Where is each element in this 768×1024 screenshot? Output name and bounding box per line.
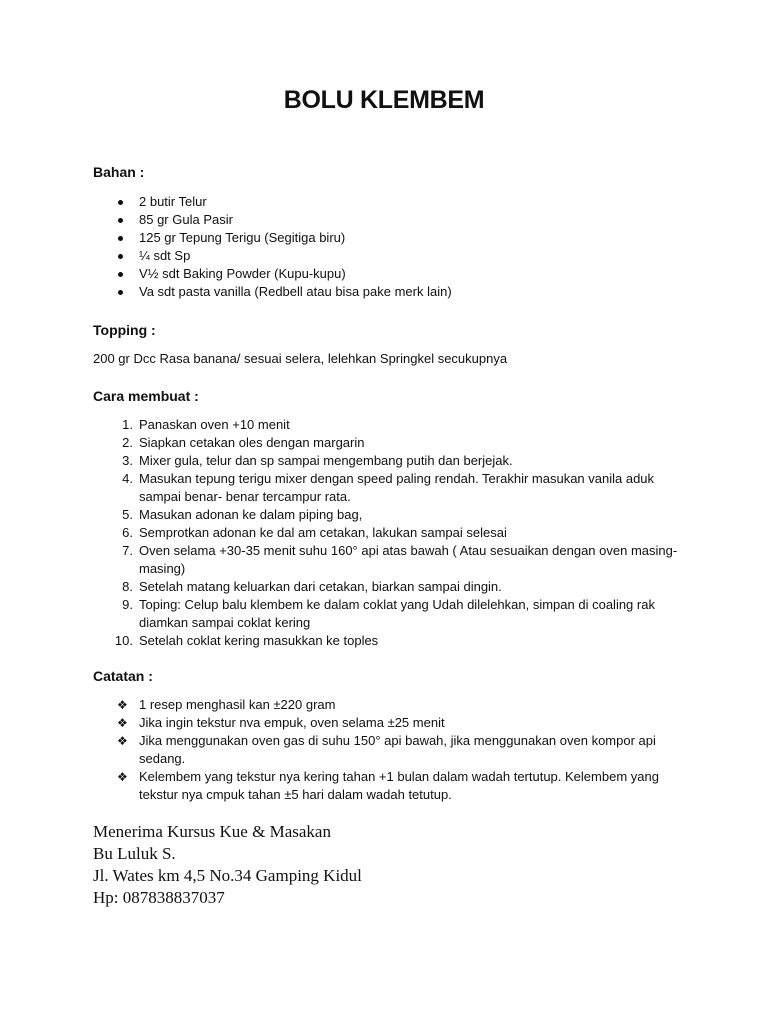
step-item: [93, 542, 693, 578]
step-item: [93, 596, 693, 632]
recipe-title: BOLU KLEMBEM: [283, 86, 485, 114]
step-number: 4.: [122, 471, 133, 486]
contact-footer: [93, 821, 362, 909]
bahan-item: ¼ sdt Sp: [93, 247, 693, 265]
step-number: 2.: [122, 435, 133, 450]
bahan-heading: Bahan :: [93, 164, 145, 180]
step-item: [93, 632, 693, 650]
bahan-item: 85 gr Gula Pasir: [93, 211, 693, 229]
catatan-item: ❖ Jika menggunakan oven gas di suhu 150° api bawah, jika menggunakan oven kompor api sedang.: [93, 732, 693, 768]
steps-list: [93, 416, 693, 650]
step-text: Setelah matang keluarkan dari cetakan, biarkan sampai dingin.: [139, 579, 502, 594]
step-item: [93, 416, 693, 434]
footer-line: Jl. Wates km 4,5 No.34 Gamping Kidul: [93, 866, 362, 885]
step-text: Mixer gula, telur dan sp sampai mengembang putih dan berjejak.: [139, 453, 513, 468]
catatan-list: [93, 696, 693, 804]
step-number: 3.: [122, 453, 133, 468]
step-text: Oven selama +30-35 menit suhu 160° api atas bawah ( Atau sesuaikan dengan oven masing-masing): [139, 543, 678, 576]
step-number: 7.: [122, 543, 133, 558]
topping-heading: Topping :: [93, 322, 156, 338]
step-text: Siapkan cetakan oles dengan margarin: [139, 435, 365, 450]
footer-line: Menerima Kursus Kue & Masakan: [93, 822, 331, 841]
step-item: [93, 470, 693, 506]
topping-text: 200 gr Dcc Rasa banana/ sesuai selera, lelehkan Springkel secukupnya: [93, 351, 508, 366]
step-item: [93, 434, 693, 452]
catatan-heading: Catatan :: [93, 668, 153, 684]
bahan-item: V½ sdt Baking Powder (Kupu-kupu): [93, 265, 693, 283]
step-item: [93, 524, 693, 542]
step-text: Setelah coklat kering masukkan ke toples: [139, 633, 379, 648]
bahan-list: [93, 193, 693, 301]
step-text: Toping: Celup balu klembem ke dalam coklat yang Udah dilelehkan, simpan di coaling rak diamkan sampai coklat kering: [139, 597, 655, 630]
step-text: Masukan adonan ke dalam piping bag,: [139, 507, 363, 522]
step-text: Panaskan oven +10 menit: [139, 417, 290, 432]
catatan-item: ❖ Kelembem yang tekstur nya kering tahan +1 bulan dalam wadah tertutup. Kelembem yang tekstur nya cmpuk tahan ±5 hari dalam wadah tetutup.: [93, 768, 693, 804]
step-number: 5.: [122, 507, 133, 522]
bahan-item: Va sdt pasta vanilla (Redbell atau bisa pake merk lain): [93, 283, 693, 301]
step-number: 9.: [122, 597, 133, 612]
step-item: [93, 506, 693, 524]
step-item: [93, 578, 693, 596]
bahan-item: 2 butir Telur: [93, 193, 693, 211]
step-text: Semprotkan adonan ke dal am cetakan, lakukan sampai selesai: [139, 525, 507, 540]
catatan-item: ❖ 1 resep menghasil kan ±220 gram: [93, 696, 693, 714]
catatan-item: ❖ Jika ingin tekstur nva empuk, oven selama ±25 menit: [93, 714, 693, 732]
bahan-item: 125 gr Tepung Terigu (Segitiga biru): [93, 229, 693, 247]
step-number: 10.: [114, 633, 133, 648]
step-text: Masukan tepung terigu mixer dengan speed paling rendah. Terakhir masukan vanila aduk sampai benar- benar tercampur rata.: [139, 471, 655, 504]
step-item: [93, 452, 693, 470]
step-number: 8.: [122, 579, 133, 594]
footer-line: Hp: 087838837037: [93, 888, 225, 907]
step-number: 1.: [122, 417, 133, 432]
step-number: 6.: [122, 525, 133, 540]
cara-heading: Cara membuat :: [93, 388, 199, 404]
footer-line: Bu Luluk S.: [93, 844, 176, 863]
